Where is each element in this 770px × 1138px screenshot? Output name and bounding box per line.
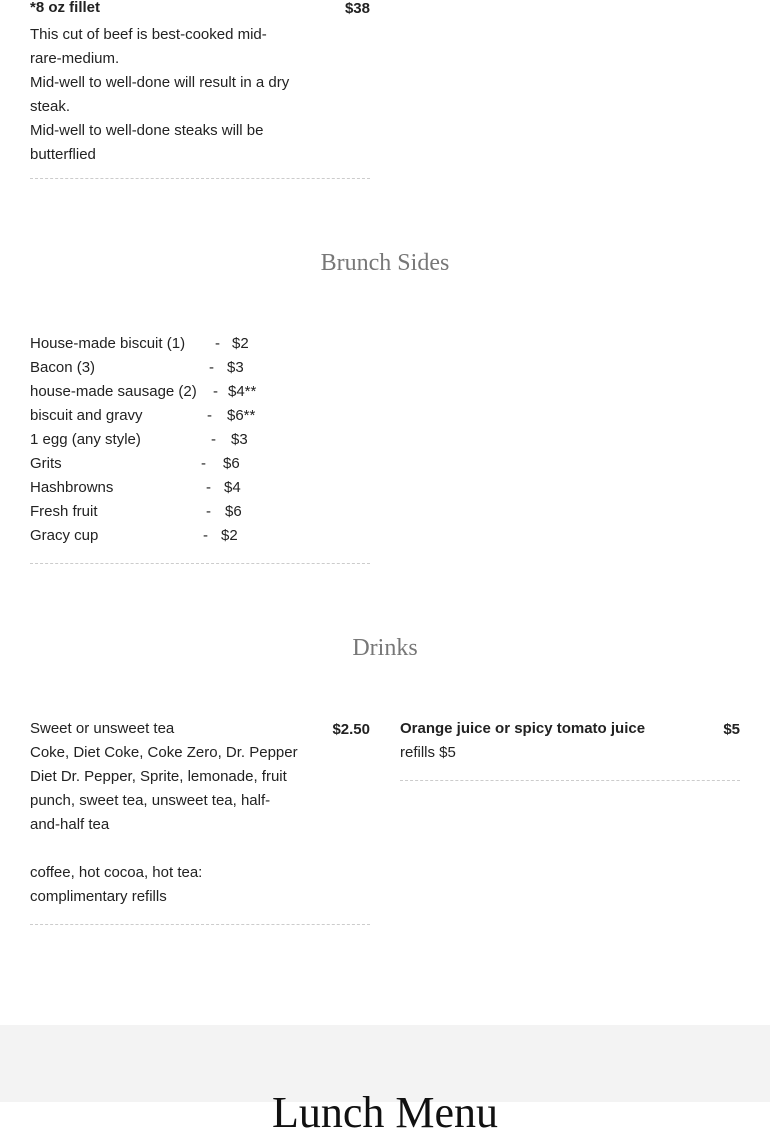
section-title-brunch-sides: Brunch Sides [320, 250, 450, 276]
desc-line: coffee, hot cocoa, hot tea: complimentary refills [30, 864, 203, 905]
side-price: $3 [231, 431, 248, 448]
desc-line: This cut of beef is best-cooked mid-rare-medium. [30, 26, 267, 67]
menu-item-fillet [30, 0, 370, 167]
item-name: Orange juice or spicy tomato juice [400, 720, 646, 737]
item-description [30, 741, 300, 909]
list-item [30, 380, 330, 404]
side-price: $4** [228, 383, 257, 400]
divider [30, 563, 370, 564]
separator: - [206, 503, 211, 520]
desc-line: Mid-well to well-done steaks will be butterflied [30, 122, 264, 163]
separator: - [211, 431, 216, 448]
side-price: $2 [232, 335, 249, 352]
side-name: house-made sausage (2) [30, 383, 197, 400]
side-name: Fresh fruit [30, 503, 98, 520]
item-description [400, 741, 665, 765]
list-item [30, 356, 330, 380]
side-name: 1 egg (any style) [30, 431, 141, 448]
section-title-drinks: Drinks [352, 635, 418, 661]
menu-item-tea [30, 721, 370, 909]
list-item [30, 452, 330, 476]
divider [400, 780, 740, 781]
item-description [30, 23, 295, 167]
side-name: Gracy cup [30, 527, 99, 544]
desc-line: refills $5 [400, 744, 456, 761]
divider [30, 924, 370, 925]
list-item [30, 476, 330, 500]
desc-line: Mid-well to well-done will result in a dry steak. [30, 74, 290, 115]
separator: - [206, 479, 211, 496]
item-name: *8 oz fillet [30, 0, 101, 16]
separator: - [201, 455, 206, 472]
section-title-lunch-menu: Lunch Menu [271, 1088, 499, 1137]
list-item [30, 332, 330, 356]
item-price: $5 [723, 721, 740, 738]
menu-item-juice [400, 721, 740, 765]
side-price: $3 [227, 359, 244, 376]
side-price: $2 [221, 527, 238, 544]
list-item [30, 500, 330, 524]
side-price: $6 [223, 455, 240, 472]
separator: - [213, 383, 218, 400]
list-item [30, 428, 330, 452]
side-name: House-made biscuit (1) [30, 335, 186, 352]
item-name: Sweet or unsweet tea [30, 720, 175, 737]
desc-line: Coke, Diet Coke, Coke Zero, Dr. Pepper Diet Dr. Pepper, Sprite, lemonade, fruit punch, sweet tea, unsweet tea, half-and-half tea [30, 744, 298, 833]
item-price: $2.50 [332, 721, 370, 738]
side-name: Grits [30, 455, 62, 472]
separator: - [215, 335, 220, 352]
side-price: $4 [224, 479, 241, 496]
lunch-menu-section [0, 1025, 770, 1137]
side-name: Bacon (3) [30, 359, 96, 376]
list-item [30, 404, 330, 428]
separator: - [207, 407, 212, 424]
separator: - [203, 527, 208, 544]
divider [30, 178, 370, 179]
side-price: $6 [225, 503, 242, 520]
side-price: $6** [227, 407, 256, 424]
item-price: $38 [344, 0, 370, 17]
separator: - [209, 359, 214, 376]
list-item [30, 524, 330, 548]
side-name: biscuit and gravy [30, 407, 143, 424]
side-name: Hashbrowns [30, 479, 114, 496]
